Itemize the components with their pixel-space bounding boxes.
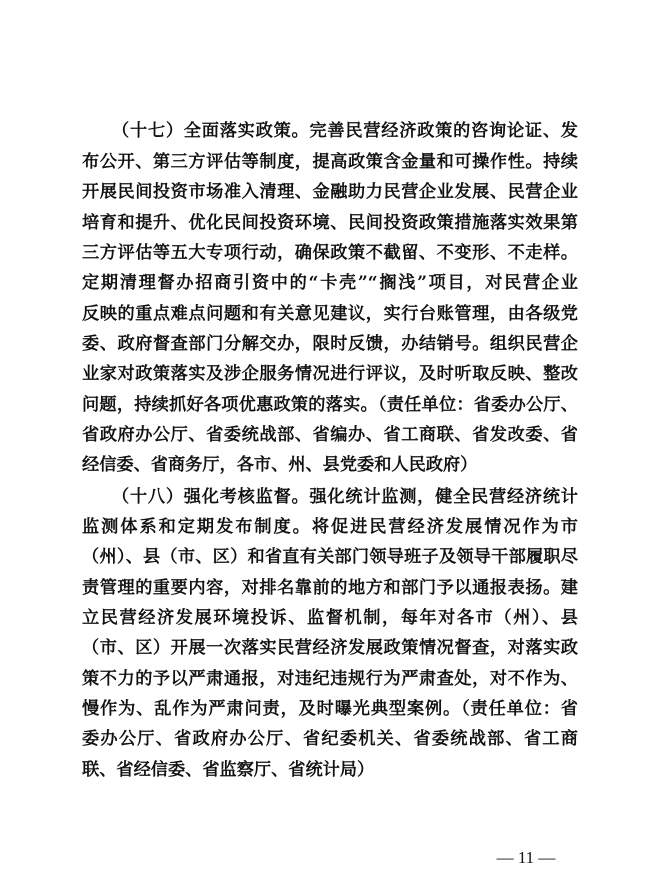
paragraph-17-line-9: 业家对政策落实及涉企服务情况进行评议，及时听取反映、整改 [82,364,578,384]
paragraph-18-line-2: 监测体系和定期发布制度。将促进民营经济发展情况作为市 [82,517,578,537]
paragraph-17-line-1: （十七）全面落实政策。完善民营经济政策的咨询论证、发 [112,121,578,141]
paragraph-17-line-8: 委、政府督查部门分解交办，限时反馈，办结销号。组织民营企 [82,334,578,354]
paragraph-18-line-9: 委办公厅、省政府办公厅、省纪委机关、省委统战部、省工商 [82,729,578,749]
paragraph-17-line-12: 经信委、省商务厅，各市、州、县党委和人民政府） [82,455,478,475]
paragraph-18-line-5: 立民营经济发展环境投诉、监督机制，每年对各市（州）、县 [82,608,578,628]
paragraph-18-line-1: （十八）强化考核监督。强化统计监测，健全民营经济统计 [112,487,578,507]
paragraph-18-line-8: 慢作为、乱作为严肃问责，及时曝光典型案例。（责任单位：省 [82,699,578,719]
paragraph-17-line-5: 三方评估等五大专项行动，确保政策不截留、不变形、不走样。 [82,243,578,263]
paragraph-17-line-7: 反映的重点难点问题和有关意见建议，实行台账管理，由各级党 [82,304,578,324]
paragraph-18-line-7: 策不力的予以严肃通报，对违纪违规行为严肃查处，对不作为、 [82,669,578,689]
paragraph-18-line-3: （州）、县（市、区）和省直有关部门领导班子及领导干部履职尽 [82,547,578,567]
paragraph-17-line-11: 省政府办公厅、省委统战部、省编办、省工商联、省发改委、省 [82,425,578,445]
paragraph-17-line-6: 定期清理督办招商引资中的“卡壳”“搁浅”项目，对民营企业 [82,273,578,293]
paragraph-17-line-10: 问题，持续抓好各项优惠政策的落实。（责任单位：省委办公厅、 [82,395,578,415]
paragraph-18-line-10: 联、省经信委、省监察厅、省统计局） [82,760,375,780]
paragraph-17-line-3: 开展民间投资市场准入清理、金融助力民营企业发展、民营企业 [82,182,578,202]
page-number: — 11 — [496,848,556,867]
paragraph-17-line-4: 培育和提升、优化民间投资环境、民间投资政策措施落实效果第 [82,213,578,233]
paragraph-18-line-4: 责管理的重要内容，对排名靠前的地方和部门予以通报表扬。建 [82,578,578,598]
paragraph-18-line-6: （市、区）开展一次落实民营经济发展政策情况督查，对落实政 [82,638,578,658]
paragraph-17-line-2: 布公开、第三方评估等制度，提高政策含金量和可操作性。持续 [82,152,578,172]
